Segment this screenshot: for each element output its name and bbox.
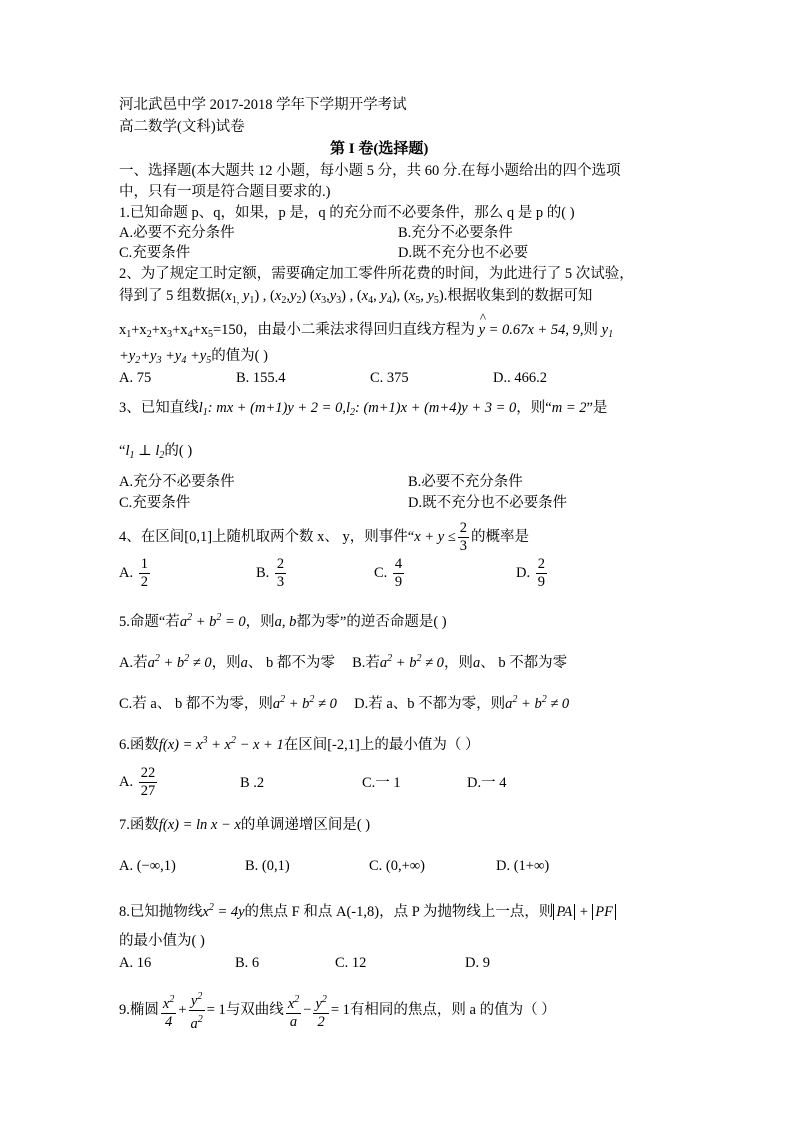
q3-is: ”是	[586, 400, 608, 416]
q6-option-d: D.一 4	[467, 775, 507, 791]
q9-stem-end: 有相同的焦点，则 a 的值为（ ）	[349, 1001, 556, 1018]
q5-stem-end: 都为零”的逆否命题是( )	[296, 614, 447, 630]
q1-option-b: B.充分不必要条件	[398, 225, 513, 241]
section-instructions-line1: 一、选择题(本大题共 12 小题，每小题 5 分，共 60 分.在每小题给出的四个选项	[119, 163, 621, 179]
q3-quote-open: “	[119, 443, 126, 459]
q4-stem-end: 的概率是	[470, 528, 529, 545]
q3-option-b: B.必要不充分条件	[408, 474, 523, 490]
q2-question-end: 的值为( )	[211, 348, 268, 364]
q2-then: 则	[583, 322, 599, 338]
exam-subject-title: 高二数学(文科)试卷	[119, 119, 245, 135]
q3-condition: m = 2	[551, 400, 587, 416]
q2-regression-text: =150，由最小二乘法求得回归直线方程为	[213, 322, 475, 338]
q5-option-c: C.若 a、 b 都不为零，则$a^2 + b^2 \ne 0$	[119, 694, 337, 712]
q1-stem: 1.已知命题 p、q，如果，p 是，q 的充分而不必要条件，那么 q 是 p 的( )	[119, 205, 575, 221]
q8-parabola: $x^2 = 4y$	[202, 902, 245, 920]
q3-stem-text: 3、已知直线	[119, 400, 199, 416]
q3-stem-line2	[119, 441, 192, 466]
q8-stem-mid: 的焦点 F 和点 A(-1,8)，点 P 为抛物线上一点，则	[244, 904, 554, 920]
q8-option-a: A. 16	[119, 955, 152, 971]
q7-option-b: B. (0,1)	[245, 858, 290, 874]
q3-question-end: 的( )	[164, 443, 193, 459]
q2-stem-line1: 2、为了规定工时定额，需要确定加工零件所花费的时间，为此进行了 5 次试验，	[119, 266, 634, 282]
q2-regression-equation: = 0.67x + 54, 9,	[488, 322, 584, 338]
part-title: 第 I 卷(选择题)	[330, 141, 429, 157]
section-instructions-line2: 中，只有一项是符合题目要求的.)	[119, 184, 331, 200]
q9-stem-mid: 与双曲线	[225, 1001, 284, 1018]
q3-l2: $l_2$	[345, 400, 356, 418]
q3-then: ，则“	[516, 400, 552, 416]
q2-option-c: C. 375	[370, 370, 409, 386]
q8-distance-sum: PA + PF	[553, 904, 616, 920]
q3-option-c: C.充要条件	[119, 495, 191, 511]
q8-option-c: C. 12	[335, 955, 367, 971]
q7-stem-end: 的单调递增区间是( )	[240, 817, 371, 833]
q3-option-d: D.既不充分也不必要条件	[408, 495, 568, 511]
q3-perpendicular: $l_1$ ⊥ $l_2$	[125, 443, 165, 461]
q6-option-b: B .2	[240, 775, 265, 791]
q8-option-d: D. 9	[465, 955, 490, 971]
q4-stem-text: 4、在区间[0,1]上随机取两个数 x、 y，则事件“	[119, 528, 415, 545]
q1-option-a: A.必要不充分条件	[119, 225, 235, 241]
q7-option-d: D. (1+∞)	[496, 858, 550, 874]
q5-options-row2	[119, 690, 569, 714]
q9-equals-1a: = 1	[206, 1001, 226, 1018]
q4-option-c: C. $\frac{4}{9}$	[374, 556, 403, 590]
q9-equals-1b: = 1	[330, 1001, 350, 1018]
q1-option-c: C.充要条件	[119, 245, 191, 261]
exam-school-title: 河北武邑中学 2017-2018 学年下学期开学考试	[119, 97, 407, 113]
q9-ellipse-term2: $\frac{y^2}{a^2}$	[189, 988, 205, 1033]
q6-option-c: C.一 1	[362, 775, 401, 791]
q5-stem-text: 5.命题“若	[119, 614, 180, 630]
q2-option-b: B. 155.4	[236, 370, 286, 386]
q6-stem-end: 在区间[-2,1]上的最小值为（ ）	[283, 737, 480, 753]
q3-line1-equation: : mx + (m+1)y + 2 = 0,	[207, 400, 346, 416]
q9-stem: 9.椭圆 $\frac{x^2}{4}$ + $\frac{y^2}{a^2}$ = 1与双曲线 $\frac{x^2}{a}$ − $\frac{y^2}{2}$ = 1有相同的焦点，则 a 的值为（ ）	[119, 988, 556, 1033]
q5-options-row1	[119, 649, 567, 673]
q2-sum-y: $+y_2+y_3 +y_4 +y_5$	[119, 348, 212, 366]
q7-option-c: C. (0,+∞)	[369, 858, 425, 874]
q2-y1: $y_1$	[601, 322, 614, 340]
q5-ab: a, b	[274, 614, 297, 630]
q2-stem-line3	[119, 320, 613, 345]
q4-option-a: A. $\frac{1}{2}$	[119, 556, 148, 590]
q2-option-d: D.. 466.2	[493, 370, 547, 386]
q7-option-a: A. (−∞,1)	[119, 858, 176, 874]
q5-stem	[119, 608, 447, 632]
q8-stem-text: 8.已知抛物线	[119, 904, 203, 920]
q9-hyperbola-term2: $\frac{y^2}{2}$	[313, 991, 328, 1031]
q4-condition: x + y ≤	[414, 528, 456, 545]
q7-stem	[119, 815, 370, 835]
q8-stem-line2: 的最小值为( )	[119, 933, 205, 949]
q2-y-hat: ^ y	[479, 320, 485, 340]
q9-ellipse-term1: $\frac{x^2}{4}$	[161, 991, 176, 1031]
q2-sum-x: $x_1+x_2+x_3+x_4+x_5$	[119, 322, 213, 340]
q5-option-a: A.若$a^2 + b^2 \ne 0$，则a、 b 都不为零	[119, 653, 335, 671]
q2-stem-line2	[119, 286, 592, 311]
q2-option-a: A. 75	[119, 370, 152, 386]
q7-stem-text: 7.函数	[119, 817, 159, 833]
q5-then: ，则	[245, 614, 275, 630]
q9-stem-text: 9.椭圆	[119, 1001, 159, 1018]
q3-stem-line1	[119, 398, 607, 423]
q4-stem	[119, 520, 529, 555]
q2-data-intro: 得到了 5 组数据($x_{1,}$ $y_1$) , $(x_2,y_2)$ $(x_3,y_3)$ , ($x_4$, $y_4$), ($x_5$, $y_5$).根据收集到的数据可知	[119, 288, 593, 306]
q5-option-b: B.若$a^2 + b^2 \ne 0$，则a、 b 不都为零	[352, 653, 568, 671]
q7-function: f(x) = ln x − x	[158, 817, 241, 833]
q3-option-a: A.充分不必要条件	[119, 474, 235, 490]
q8-stem-line1	[119, 898, 616, 922]
q3-line2-equation: : (m+1)x + (m+4)y + 3 = 0	[355, 400, 517, 416]
q6-function: $f(x) = x^3 + x^2 - x + 1$	[158, 735, 284, 753]
q3-l1: $l_1$	[198, 400, 208, 418]
q5-condition: $a^2 + b^2 = 0$	[179, 612, 246, 630]
q4-condition-fraction: $\frac{2}{3}$	[459, 520, 467, 554]
q5-option-d: D.若 a、b 不都为零，则$a^2 + b^2 \ne 0$	[354, 694, 570, 712]
q6-stem	[119, 731, 479, 755]
q6-option-a: A. $\frac{22}{27}$	[119, 765, 156, 799]
q9-hyperbola-term1: $\frac{x^2}{a}$	[286, 991, 301, 1031]
q1-option-d: D.既不充分也不必要	[398, 245, 529, 261]
q8-option-b: B. 6	[235, 955, 260, 971]
q6-stem-text: 6.函数	[119, 737, 159, 753]
q4-option-d: D. $\frac{2}{9}$	[516, 556, 545, 590]
q4-option-b: B. $\frac{2}{3}$	[256, 556, 285, 590]
